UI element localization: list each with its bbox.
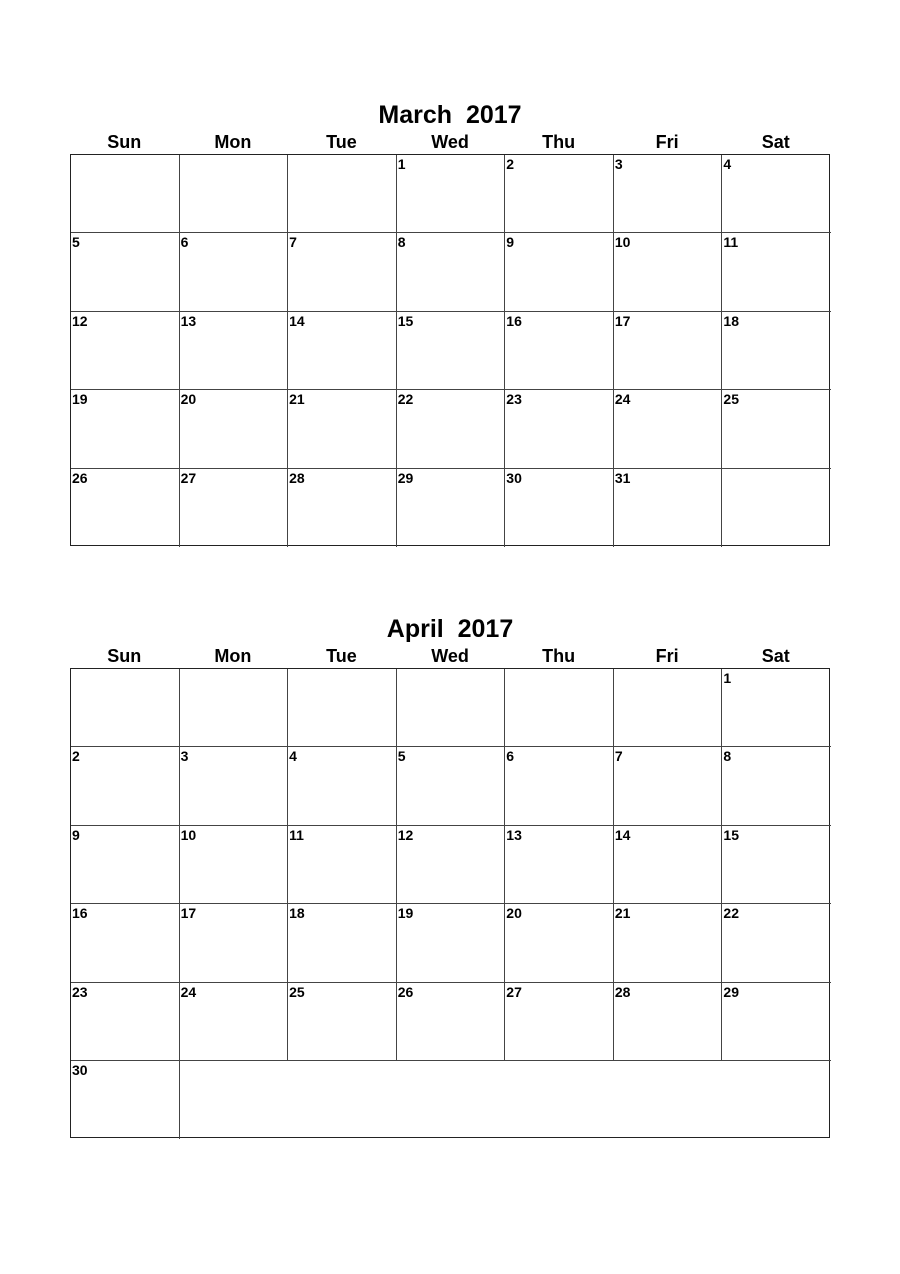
day-number: 30 [72, 1062, 88, 1078]
day-cell [71, 469, 180, 547]
day-cell [397, 469, 506, 547]
weekday-sun: Sun [107, 132, 142, 152]
day-number: 16 [506, 312, 522, 329]
day-cell [505, 747, 614, 825]
day-number: 15 [397, 312, 414, 329]
calendar-grid [70, 154, 830, 546]
day-cell [71, 983, 180, 1061]
empty-day-cell [397, 669, 506, 747]
weekday-fri: Fri [655, 646, 679, 666]
day-cell [505, 233, 614, 311]
day-number: 20 [506, 905, 522, 922]
day-cell [180, 826, 289, 904]
weekday-thu: Thu [542, 132, 576, 152]
day-number: 29 [723, 983, 739, 1000]
day-cell [614, 390, 723, 468]
day-number: 15 [723, 826, 739, 843]
day-number: 12 [397, 826, 414, 843]
weekday-header-row [70, 644, 830, 668]
day-number: 13 [180, 312, 197, 329]
day-number: 28 [289, 469, 305, 486]
day-number: 3 [180, 748, 189, 765]
weekday-header-row [70, 130, 830, 154]
empty-day-cell [505, 669, 614, 747]
day-number: 24 [180, 983, 197, 1000]
day-cell [505, 469, 614, 547]
day-number: 19 [397, 905, 414, 922]
day-cell [71, 904, 180, 982]
weekday-fri: Fri [655, 132, 679, 152]
day-cell [614, 233, 723, 311]
day-cell [288, 233, 397, 311]
day-cell [288, 983, 397, 1061]
day-number: 11 [289, 826, 304, 843]
day-number: 8 [723, 748, 732, 765]
day-number: 27 [506, 983, 522, 1000]
calendar-grid [70, 668, 830, 1138]
day-number: 6 [506, 748, 515, 765]
day-number: 18 [723, 312, 739, 329]
day-number: 14 [614, 826, 631, 843]
weekday-wed: Wed [431, 132, 469, 152]
day-cell [71, 233, 180, 311]
month-title: March 2017 [378, 101, 522, 129]
day-cell [71, 1061, 180, 1139]
day-cell [397, 390, 506, 468]
day-cell [722, 904, 831, 982]
day-number: 9 [72, 826, 80, 843]
day-number: 25 [289, 983, 305, 1000]
day-number: 1 [397, 156, 406, 172]
day-cell [180, 747, 289, 825]
day-cell [288, 390, 397, 468]
day-number: 5 [397, 748, 406, 765]
empty-day-cell [180, 1061, 831, 1139]
day-cell [180, 233, 289, 311]
day-number: 8 [397, 234, 406, 251]
day-number: 23 [72, 983, 88, 1000]
day-number: 7 [289, 234, 297, 251]
weekday-sat: Sat [761, 132, 790, 152]
day-cell [180, 983, 289, 1061]
empty-day-cell [180, 669, 289, 747]
calendar-month-march [70, 100, 830, 546]
day-cell [71, 747, 180, 825]
day-cell [722, 983, 831, 1061]
day-cell [71, 826, 180, 904]
day-number: 4 [723, 156, 732, 172]
day-cell [397, 747, 506, 825]
day-number: 16 [72, 905, 88, 922]
day-cell [397, 233, 506, 311]
day-number: 22 [723, 905, 739, 922]
weekday-tue: Tue [326, 646, 357, 666]
day-cell [397, 155, 506, 233]
day-cell [722, 826, 831, 904]
day-cell [397, 826, 506, 904]
day-cell [505, 155, 614, 233]
day-number: 9 [506, 234, 515, 251]
day-cell [288, 312, 397, 390]
day-number: 7 [614, 748, 623, 765]
day-number: 4 [289, 748, 297, 765]
day-number: 27 [180, 469, 197, 486]
empty-day-cell [180, 155, 289, 233]
day-cell [288, 469, 397, 547]
day-number: 1 [723, 670, 732, 686]
day-number: 14 [289, 312, 305, 329]
day-number: 25 [723, 391, 739, 408]
day-cell [180, 390, 289, 468]
day-cell [614, 826, 723, 904]
empty-day-cell [71, 669, 180, 747]
calendar-month-april [70, 614, 830, 1138]
day-number: 31 [614, 469, 631, 486]
day-cell [505, 390, 614, 468]
day-number: 13 [506, 826, 522, 843]
day-cell [505, 983, 614, 1061]
empty-day-cell [614, 669, 723, 747]
day-cell [288, 747, 397, 825]
weekday-wed: Wed [431, 646, 469, 666]
day-number: 29 [397, 469, 414, 486]
empty-day-cell [288, 155, 397, 233]
day-number: 19 [72, 391, 88, 408]
day-number: 21 [289, 391, 305, 408]
day-cell [722, 669, 831, 747]
day-cell [180, 904, 289, 982]
day-cell [614, 747, 723, 825]
day-cell [722, 155, 831, 233]
weekday-sat: Sat [761, 646, 790, 666]
day-cell [722, 747, 831, 825]
day-cell [71, 390, 180, 468]
day-number: 28 [614, 983, 631, 1000]
day-number: 18 [289, 905, 305, 922]
day-cell [505, 904, 614, 982]
weekday-thu: Thu [542, 646, 576, 666]
weekday-tue: Tue [326, 132, 357, 152]
day-cell [288, 826, 397, 904]
day-number: 24 [614, 391, 631, 408]
day-number: 17 [180, 905, 197, 922]
day-cell [180, 312, 289, 390]
weekday-mon: Mon [214, 646, 252, 666]
empty-day-cell [722, 469, 831, 547]
day-cell [180, 469, 289, 547]
day-cell [722, 312, 831, 390]
day-cell [614, 312, 723, 390]
day-cell [722, 233, 831, 311]
day-number: 30 [506, 469, 522, 486]
day-number: 26 [72, 469, 88, 486]
day-number: 20 [180, 391, 197, 408]
day-cell [722, 390, 831, 468]
weekday-mon: Mon [214, 132, 252, 152]
day-number: 23 [506, 391, 522, 408]
day-cell [505, 312, 614, 390]
day-cell [397, 312, 506, 390]
day-cell [288, 904, 397, 982]
day-number: 26 [397, 983, 414, 1000]
day-cell [614, 469, 723, 547]
day-number: 5 [72, 234, 80, 251]
day-cell [71, 312, 180, 390]
empty-day-cell [288, 669, 397, 747]
day-cell [614, 155, 723, 233]
day-number: 6 [180, 234, 189, 251]
day-cell [397, 983, 506, 1061]
day-number: 2 [72, 748, 80, 765]
day-number: 10 [180, 826, 197, 843]
month-title: April 2017 [386, 615, 514, 643]
day-number: 22 [397, 391, 414, 408]
day-cell [614, 904, 723, 982]
day-number: 21 [614, 905, 631, 922]
day-number: 2 [506, 156, 515, 172]
day-number: 17 [614, 312, 631, 329]
empty-day-cell [71, 155, 180, 233]
day-number: 3 [614, 156, 623, 172]
day-cell [505, 826, 614, 904]
day-number: 11 [723, 234, 739, 251]
day-cell [397, 904, 506, 982]
day-number: 12 [72, 312, 88, 329]
day-number: 10 [614, 234, 631, 251]
weekday-sun: Sun [107, 646, 142, 666]
day-cell [614, 983, 723, 1061]
